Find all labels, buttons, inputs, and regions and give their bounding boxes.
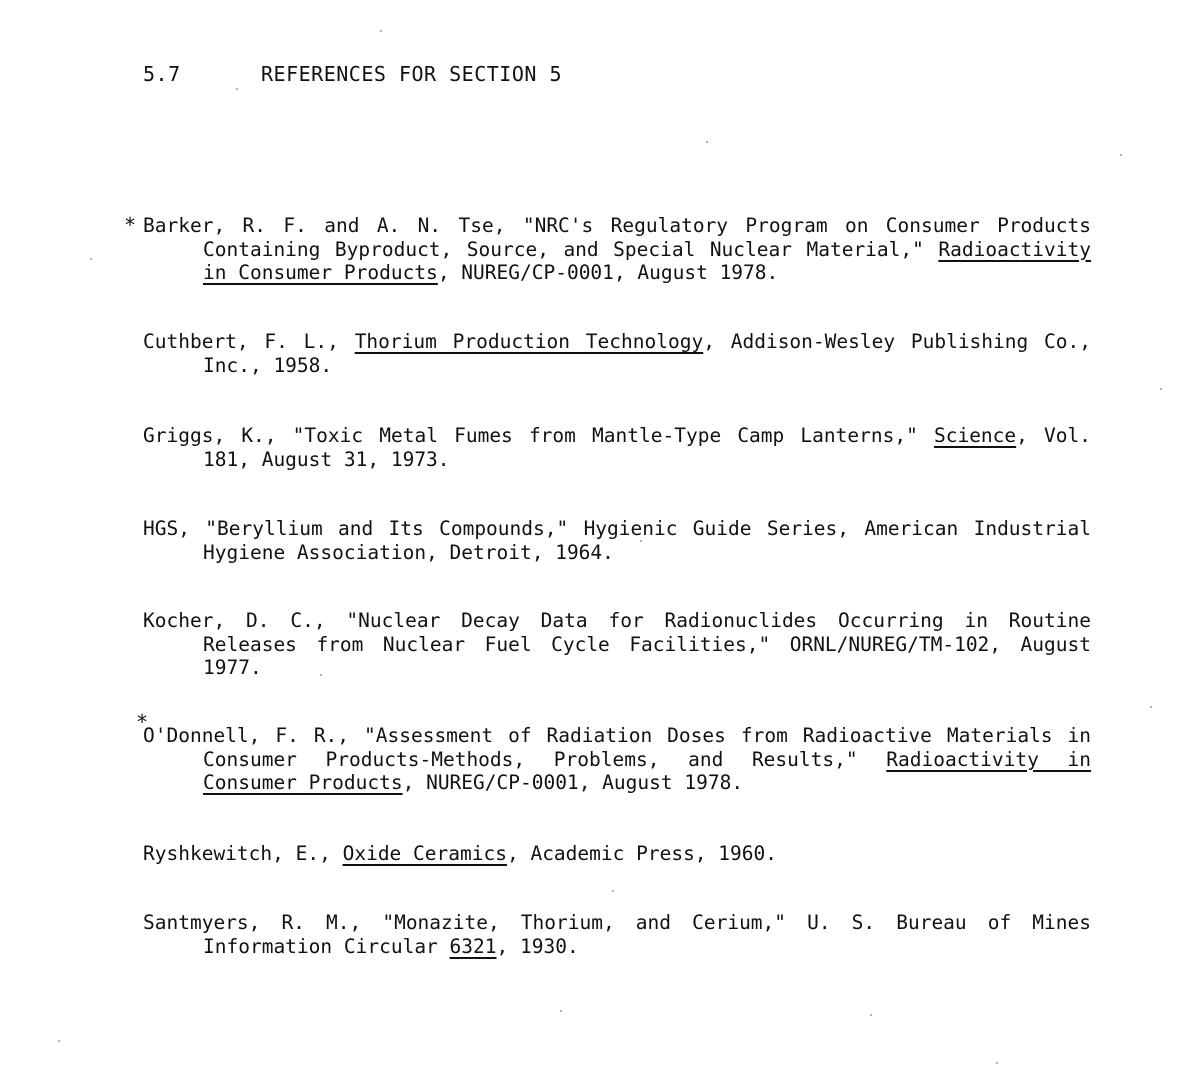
underlined-title: Science [933,424,1017,447]
section-number: 5.7 [143,62,181,86]
section-heading [143,62,562,86]
scan-speck [90,258,92,260]
underlined-title: Radioactivity in Consumer Products [203,237,1091,284]
reference-ryshkewitch: Ryshkewitch, E., Oxide Ceramics, Academic Press, 1960. [143,842,777,865]
asterisk-marker: * [124,213,137,237]
reference-odonnell: O'Donnell, F. R., "Assessment of Radiation Doses from Radioactive Materials in Consumer Products-Methods, Problems, and Results," Radioactivity in Consumer Products, NUREG/CP-0001, August 1978. [143,724,1091,794]
reference-kocher: Kocher, D. C., "Nuclear Decay Data for Radionuclides Occurring in Routine Releases from Nuclear Fuel Cycle Facilities," ORNL/NUREG/TM-102, August 1977. [143,609,1091,679]
underlined-title: Thorium Production Technology [354,330,704,353]
scan-speck [612,890,614,892]
scan-speck [560,1010,562,1012]
scan-speck [706,141,708,143]
scan-speck [996,1062,998,1064]
scan-speck [1150,706,1152,708]
scan-speck [1120,154,1122,156]
reference-santmyers: Santmyers, R. M., "Monazite, Thorium, and Cerium," U. S. Bureau of Mines Information Circular 6321, 1930. [143,911,1091,958]
reference-barker: Barker, R. F. and A. N. Tse, "NRC's Regulatory Program on Consumer Products Containing Byproduct, Source, and Special Nuclear Material," Radioactivity in Consumer Products, NUREG/CP-0001, August 1978. [143,214,1091,284]
scan-speck [870,1014,872,1016]
scan-speck [320,674,322,676]
reference-cuthbert: Cuthbert, F. L., Thorium Production Technology, Addison-Wesley Publishing Co., Inc., 1958. [143,330,1091,377]
underlined-title: Oxide Ceramics [342,842,507,865]
underlined-title: Radioactivity in Consumer Products [203,747,1091,794]
underlined-title: 6321 [449,934,497,958]
section-title: REFERENCES FOR SECTION 5 [261,62,562,86]
reference-griggs: Griggs, K., "Toxic Metal Fumes from Mantle-Type Camp Lanterns," Science, Vol. 181, August 31, 1973. [143,424,1091,471]
asterisk-marker: * [136,710,149,734]
scan-speck [640,540,642,542]
reference-hgs: HGS, "Beryllium and Its Compounds," Hygienic Guide Series, American Industrial Hygiene Association, Detroit, 1964. [143,517,1091,564]
scan-speck [58,1040,60,1042]
scan-speck [236,88,238,90]
scan-speck [1160,388,1162,390]
scan-speck [380,30,382,32]
